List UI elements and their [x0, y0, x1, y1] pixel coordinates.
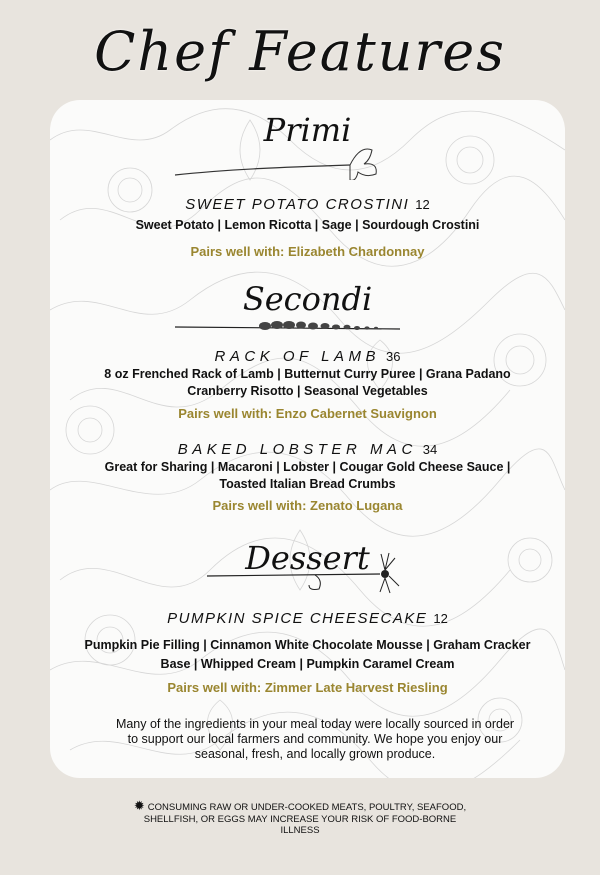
note-line: to support our local farmers and community. We hope you enjoy our	[127, 732, 503, 746]
item-title: BAKED LOBSTER MAC	[177, 441, 417, 458]
description-line: Toasted Italian Bread Crumbs	[219, 477, 396, 491]
section-header-secondi	[50, 280, 565, 318]
item-price: 34	[422, 442, 438, 457]
asterisk-star-icon: ✹	[133, 798, 145, 813]
description-line: Base | Whipped Cream | Pumpkin Caramel Cream	[160, 657, 455, 671]
wine-pairing: Pairs well with: Zimmer Late Harvest Riesling	[167, 680, 448, 695]
note-line: Many of the ingredients in your meal today were locally sourced in order	[115, 717, 515, 731]
menu-item-description	[50, 459, 565, 493]
food-safety-warning	[95, 800, 505, 837]
wine-pairing: Pairs well with: Elizabeth Chardonnay	[190, 244, 425, 259]
menu-item-name	[50, 348, 565, 365]
menu-item-name	[50, 196, 565, 213]
menu-item-name	[50, 441, 565, 458]
note-line: seasonal, fresh, and locally grown produce.	[194, 747, 436, 761]
page-title: Chef Features	[94, 20, 506, 83]
menu-card	[50, 100, 565, 778]
lavender-sprig-icon	[175, 315, 405, 335]
section-title-dessert: Dessert	[245, 539, 370, 577]
item-price: 36	[385, 349, 401, 364]
description-line: 8 oz Frenched Rack of Lamb | Butternut Curry Puree | Grana Padano	[104, 367, 511, 381]
warning-line: SHELLFISH, OR EGGS MAY INCREASE YOUR RISK OF FOOD-BORNE	[143, 813, 457, 825]
warning-line: ILLNESS	[280, 825, 320, 836]
menu-item-description: Sweet Potato | Lemon Ricotta | Sage | Sourdough Crostini	[135, 218, 480, 232]
item-title: RACK OF LAMB	[214, 348, 380, 365]
menu-item-description	[50, 366, 565, 400]
description-line: Cranberry Risotto | Seasonal Vegetables	[187, 384, 428, 398]
item-title: PUMPKIN SPICE CHEESECAKE	[167, 610, 428, 627]
item-price: 12	[415, 197, 430, 212]
menu-item-description	[50, 636, 565, 674]
local-sourcing-note	[80, 717, 550, 762]
warning-line: CONSUMING RAW OR UNDER-COOKED MEATS, POULTRY, SEAFOOD,	[147, 802, 467, 813]
flower-stem-icon	[170, 145, 390, 180]
menu-item-name	[50, 610, 565, 627]
section-header-primi	[50, 111, 565, 149]
wine-pairing: Pairs well with: Zenato Lugana	[212, 498, 403, 513]
daisy-stem-icon	[205, 550, 410, 595]
wine-pairing: Pairs well with: Enzo Cabernet Suavignon	[178, 406, 437, 421]
section-title-secondi: Secondi	[242, 280, 373, 318]
description-line: Great for Sharing | Macaroni | Lobster | Cougar Gold Cheese Sauce |	[104, 460, 511, 474]
item-price: 12	[433, 611, 448, 626]
description-line: Pumpkin Pie Filling | Cinnamon White Chocolate Mousse | Graham Cracker	[84, 638, 531, 652]
item-title: SWEET POTATO CROSTINI	[185, 196, 410, 213]
section-title-primi: Primi	[263, 111, 352, 149]
